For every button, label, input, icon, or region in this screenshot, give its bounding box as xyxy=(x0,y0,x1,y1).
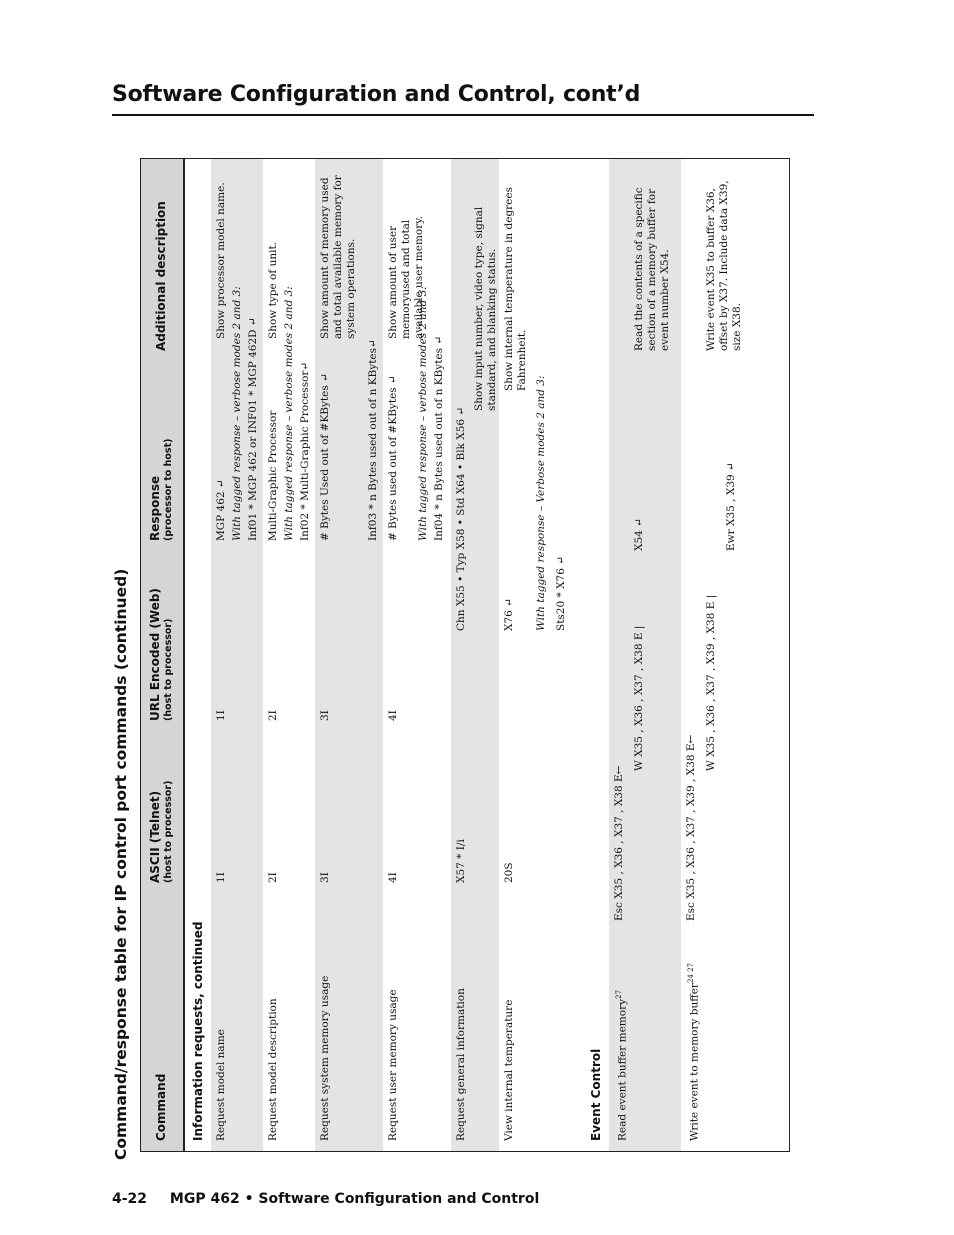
title-rule xyxy=(112,114,814,116)
resp-gen-info: Chn X55 • Typ X58 • Std X64 • Blk X56 ↵ xyxy=(455,406,467,631)
section-info: Information requests, continued xyxy=(191,921,205,1141)
resp-model-name: MGP 462 ↵ xyxy=(215,479,227,541)
rotated-table-frame xyxy=(100,160,790,1160)
resp-model-name-tag: With tagged response – verbose modes 2 and 3: xyxy=(231,286,243,541)
desc-read-event: Read the contents of a specific section of a memory buffer for event number X54. xyxy=(633,187,671,351)
footer-title: MGP 462 • Software Configuration and Control xyxy=(169,1191,540,1207)
ascii-write-event: Esc X35 , X36 , X37 , X39 , X38 E← xyxy=(685,734,697,921)
resp-read-event: X54 ↵ xyxy=(633,518,645,551)
resp-sys-mem-tagged: Inf03 * n Bytes used out of n KBytes↵ xyxy=(367,339,379,541)
desc-user-mem: Show amount of user memoryused and total available user memory. xyxy=(387,215,425,339)
ascii-temp: 20S xyxy=(503,862,515,883)
desc-sys-mem: Show amount of memory used and total available memory for system operations. xyxy=(319,175,357,339)
page-number: 4-22 xyxy=(112,1191,148,1207)
cmd-sys-mem: Request system memory usage xyxy=(319,975,331,1141)
col-command: Command xyxy=(154,1073,168,1141)
cmd-model-name: Request model name xyxy=(215,1029,227,1141)
resp-temp-tag: With tagged response – Verbose modes 2 and 3: xyxy=(535,375,547,631)
cmd-gen-info: Request general information xyxy=(455,988,467,1141)
desc-temp: Show internal temperature in degrees Fahrenheit. xyxy=(503,186,528,391)
resp-model-desc: Multi-Graphic Processor xyxy=(267,410,279,541)
table-header xyxy=(141,159,185,1151)
resp-model-name-tagged: Inf01 * MGP 462 or INF01 * MGP 462D ↵ xyxy=(247,317,259,541)
url-model-name: 1I xyxy=(215,710,227,721)
page-title: Software Configuration and Control, cont’d xyxy=(112,82,641,107)
resp-temp-tagged: Sts20 * X76 ↵ xyxy=(555,555,567,631)
resp-user-mem: # Bytes used out of #KBytes ↵ xyxy=(387,375,399,541)
desc-write-event: Write event X35 to buffer X36, offset by X37. Include data X39, size X38. xyxy=(705,180,743,351)
url-sys-mem: 3I xyxy=(319,710,331,721)
cmd-model-desc: Request model description xyxy=(267,998,279,1141)
resp-write-event: Ewr X35 , X39 ↵ xyxy=(725,462,737,551)
url-model-desc: 2I xyxy=(267,710,279,721)
col-url: URL Encoded (Web) (host to processor) xyxy=(148,588,174,721)
col-response: Response (processor to host) xyxy=(148,438,174,541)
ascii-gen-info: X57 * I/i xyxy=(455,839,467,883)
resp-user-mem-tagged: Inf04 * n Bytes used out of n KBytes ↵ xyxy=(433,335,445,541)
col-description: Additional description xyxy=(154,201,168,351)
resp-model-desc-tagged: Inf02 * Multi-Graphic Processor↵ xyxy=(299,361,311,541)
desc-model-name: Show processor model name. xyxy=(215,182,227,339)
desc-model-desc: Show type of unit. xyxy=(267,241,279,339)
ascii-user-mem: 4I xyxy=(387,872,399,883)
resp-model-desc-tag: With tagged response – verbose modes 2 and 3: xyxy=(283,286,295,541)
desc-gen-info: Show input number, video type, signal standard, and blanking status. xyxy=(473,206,498,411)
url-read-event: W X35 , X36 , X37 , X38 E | xyxy=(633,625,645,771)
cmd-write-event: Write event to memory buffer$^{24 27}$ xyxy=(687,963,701,1141)
ascii-model-name: 1I xyxy=(215,872,227,883)
resp-temp: X76 ↵ xyxy=(503,598,515,631)
table-title: Command/response table for IP control port commands (continued) xyxy=(112,568,130,1160)
resp-sys-mem: # Bytes Used out of #KBytes ↵ xyxy=(319,373,331,541)
ascii-sys-mem: 3I xyxy=(319,872,331,883)
ascii-model-desc: 2I xyxy=(267,872,279,883)
cmd-temp: View internal temperature xyxy=(503,999,515,1141)
resp-user-mem-tag: With tagged response – verbose modes 2 and 3: xyxy=(417,286,429,541)
col-ascii: ASCII (Telnet) (host to processor) xyxy=(148,780,174,883)
url-user-mem: 4I xyxy=(387,710,399,721)
page-footer xyxy=(112,1191,539,1207)
cmd-user-mem: Request user memory usage xyxy=(387,989,399,1141)
ascii-read-event: Esc X35 , X36 , X37 , X38 E← xyxy=(613,765,625,921)
cmd-read-event: Read event buffer memory$^{27}$ xyxy=(615,990,629,1141)
url-write-event: W X35 , X36 , X37 , X39 , X38 E | xyxy=(705,594,717,771)
section-event: Event Control xyxy=(589,1048,603,1141)
command-table xyxy=(140,158,790,1152)
